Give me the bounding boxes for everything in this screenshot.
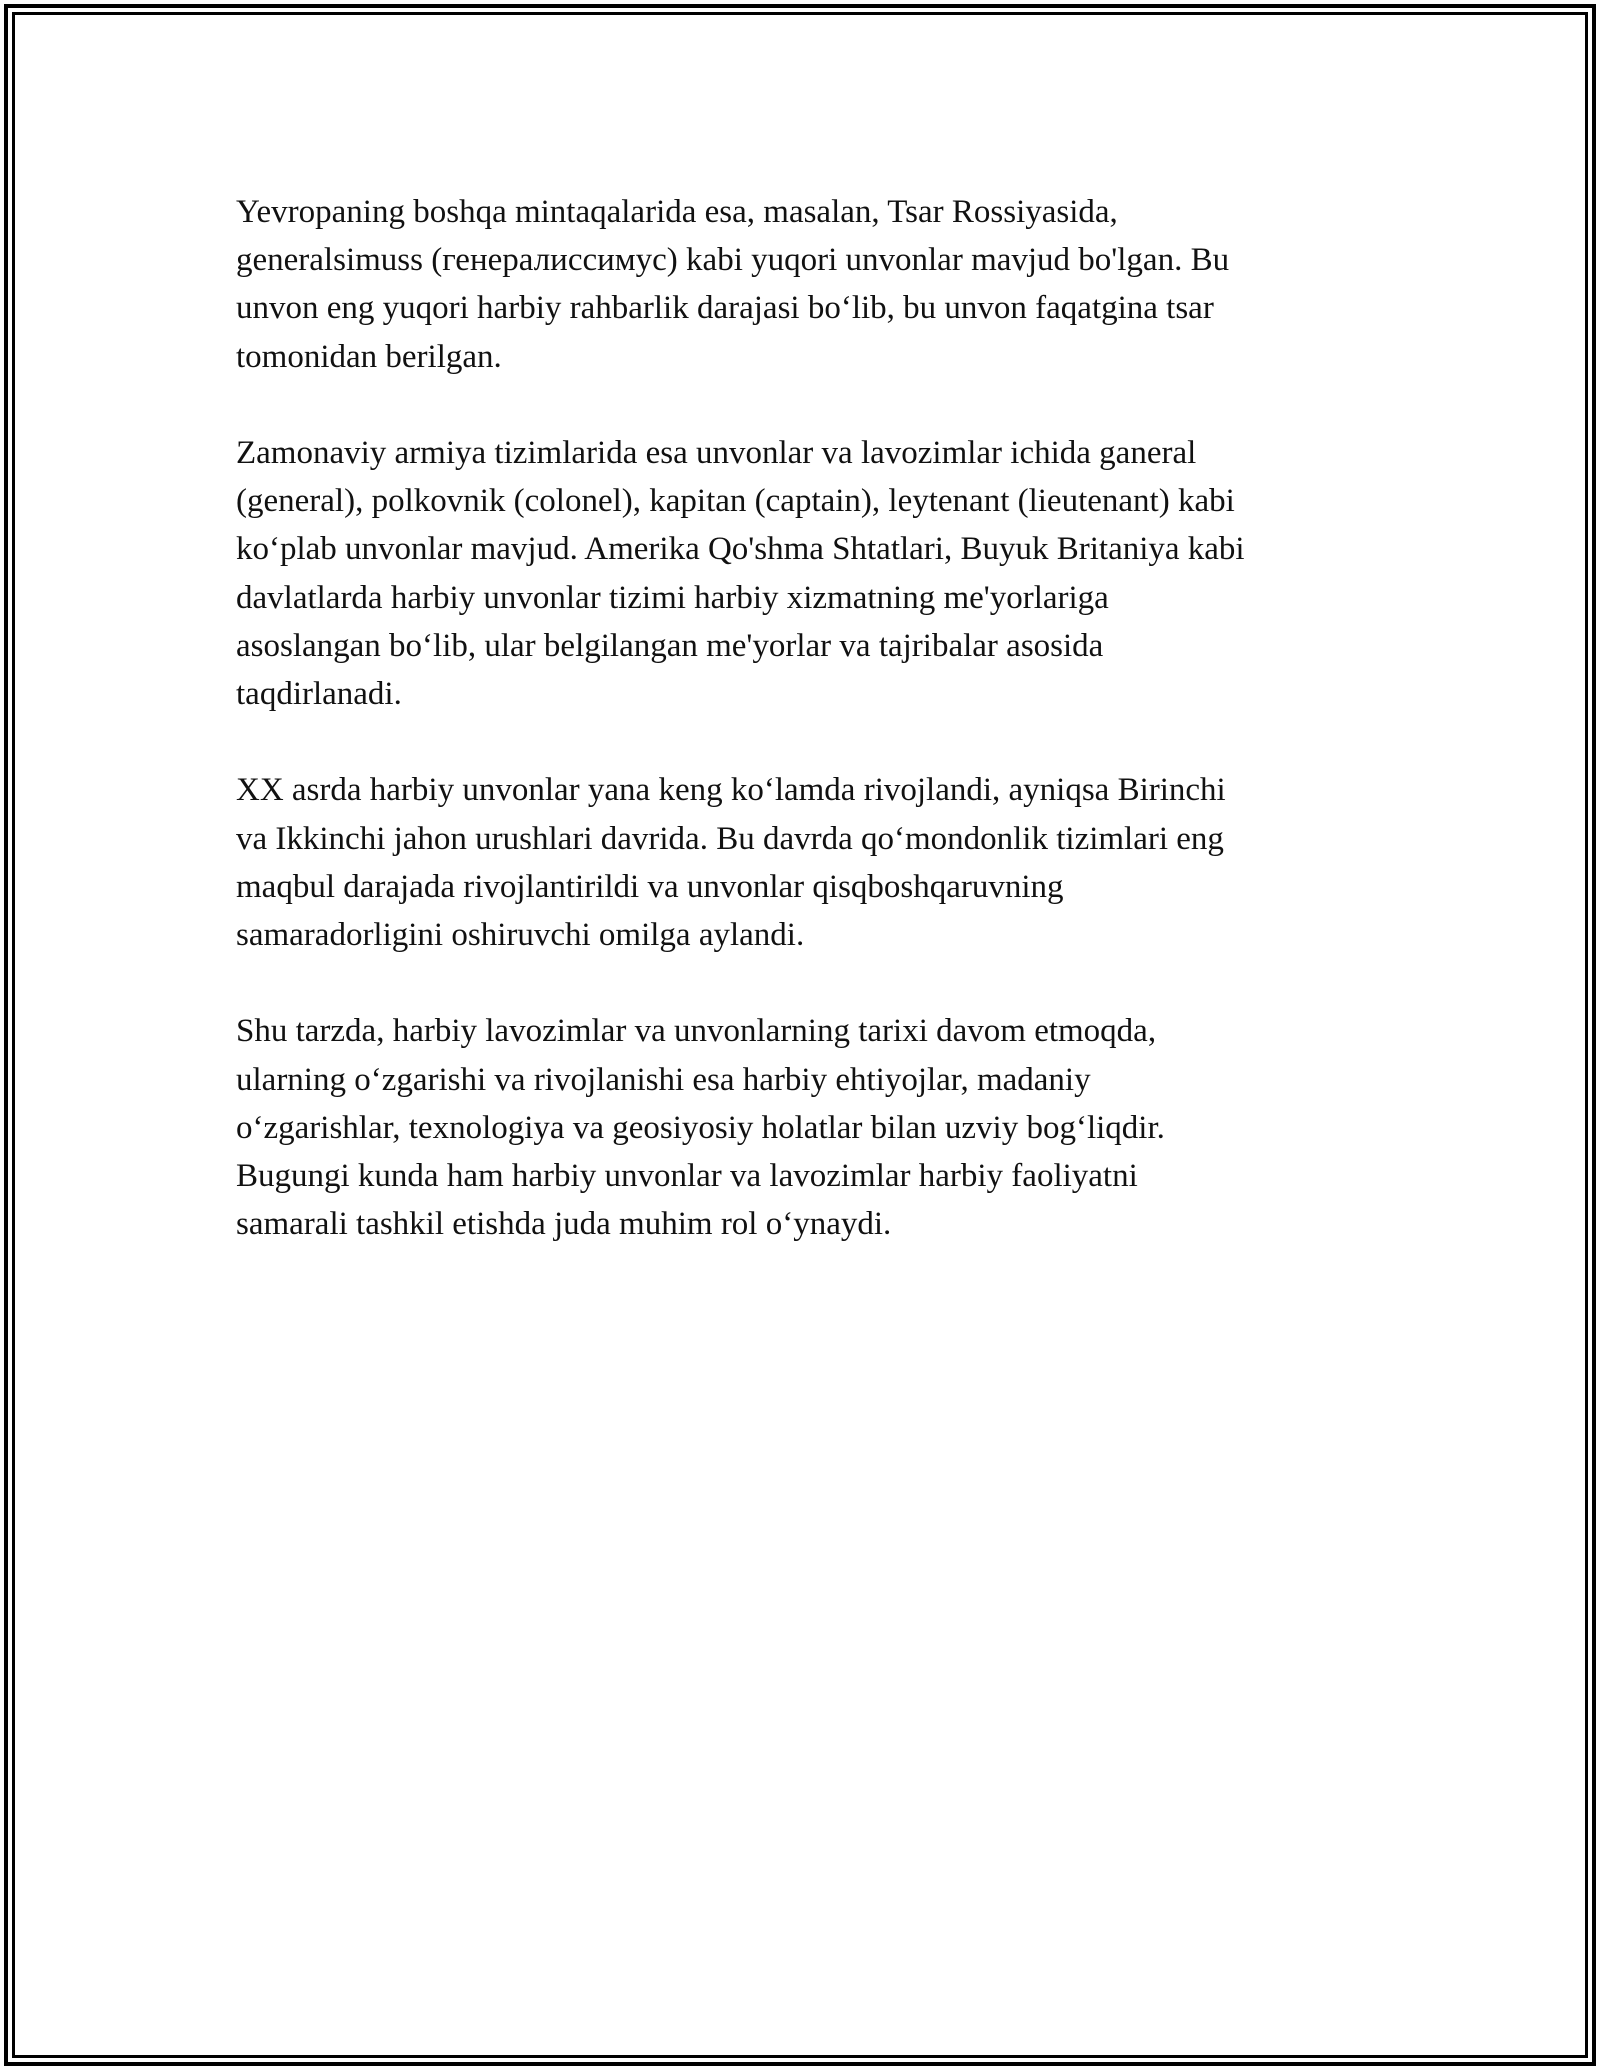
paragraph-3 — [236, 766, 1386, 959]
paragraph-1 — [236, 188, 1386, 381]
text-line: samarali tashkil etishda juda muhim rol o‘ynaydi. — [236, 1206, 892, 1243]
text-line: ko‘plab unvonlar mavjud. Amerika Qo'shma Shtatlari, Buyuk Britaniya kabi — [236, 531, 1245, 568]
text-line: Shu tarzda, harbiy lavozimlar va unvonlarning tarixi davom etmoqda, — [236, 1013, 1157, 1050]
text-line: samaradorligini oshiruvchi omilga aylandi. — [236, 917, 805, 954]
text-line: va Ikkinchi jahon urushlari davrida. Bu davrda qo‘mondonlik tizimlari eng — [236, 820, 1224, 857]
text-line: Zamonaviy armiya tizimlarida esa unvonlar va lavozimlar ichida ganeral — [236, 435, 1197, 471]
text-line: maqbul darajada rivojlantirildi va unvonlar qisqboshqaruvning — [236, 868, 1064, 905]
text-line: Yevropaning boshqa mintaqalarida esa, masalan, Tsar Rossiyasida, — [236, 194, 1118, 230]
text-line: asoslangan bo‘lib, ular belgilangan me'yorlar va tajribalar asosida — [236, 627, 1104, 664]
text-line: taqdirlanadi. — [236, 676, 402, 713]
paragraph-4 — [236, 1007, 1386, 1248]
text-line: tomonidan berilgan. — [236, 338, 502, 375]
text-line: generalsimuss (генералиссимус) kabi yuqori unvonlar mavjud bo'lgan. Bu — [236, 242, 1230, 279]
text-line: Bugungi kunda ham harbiy unvonlar va lavozimlar harbiy faoliyatni — [236, 1158, 1138, 1195]
text-line: davlatlarda harbiy unvonlar tizimi harbiy xizmatning me'yorlariga — [236, 579, 1109, 616]
paragraph-2 — [236, 429, 1386, 718]
text-line: unvon eng yuqori harbiy rahbarlik darajasi bo‘lib, bu unvon faqatgina tsar — [236, 290, 1214, 327]
text-line: ularning o‘zgarishi va rivojlanishi esa harbiy ehtiyojlar, madaniy — [236, 1061, 1091, 1098]
document-body — [236, 188, 1386, 1297]
text-line: o‘zgarishlar, texnologiya va geosiyosiy holatlar bilan uzviy bog‘liqdir. — [236, 1109, 1165, 1146]
text-line: (general), polkovnik (colonel), kapitan (captain), leytenant (lieutenant) kabi — [236, 483, 1235, 520]
text-line: XX asrda harbiy unvonlar yana keng ko‘lamda rivojlandi, ayniqsa Birinchi — [236, 772, 1226, 809]
